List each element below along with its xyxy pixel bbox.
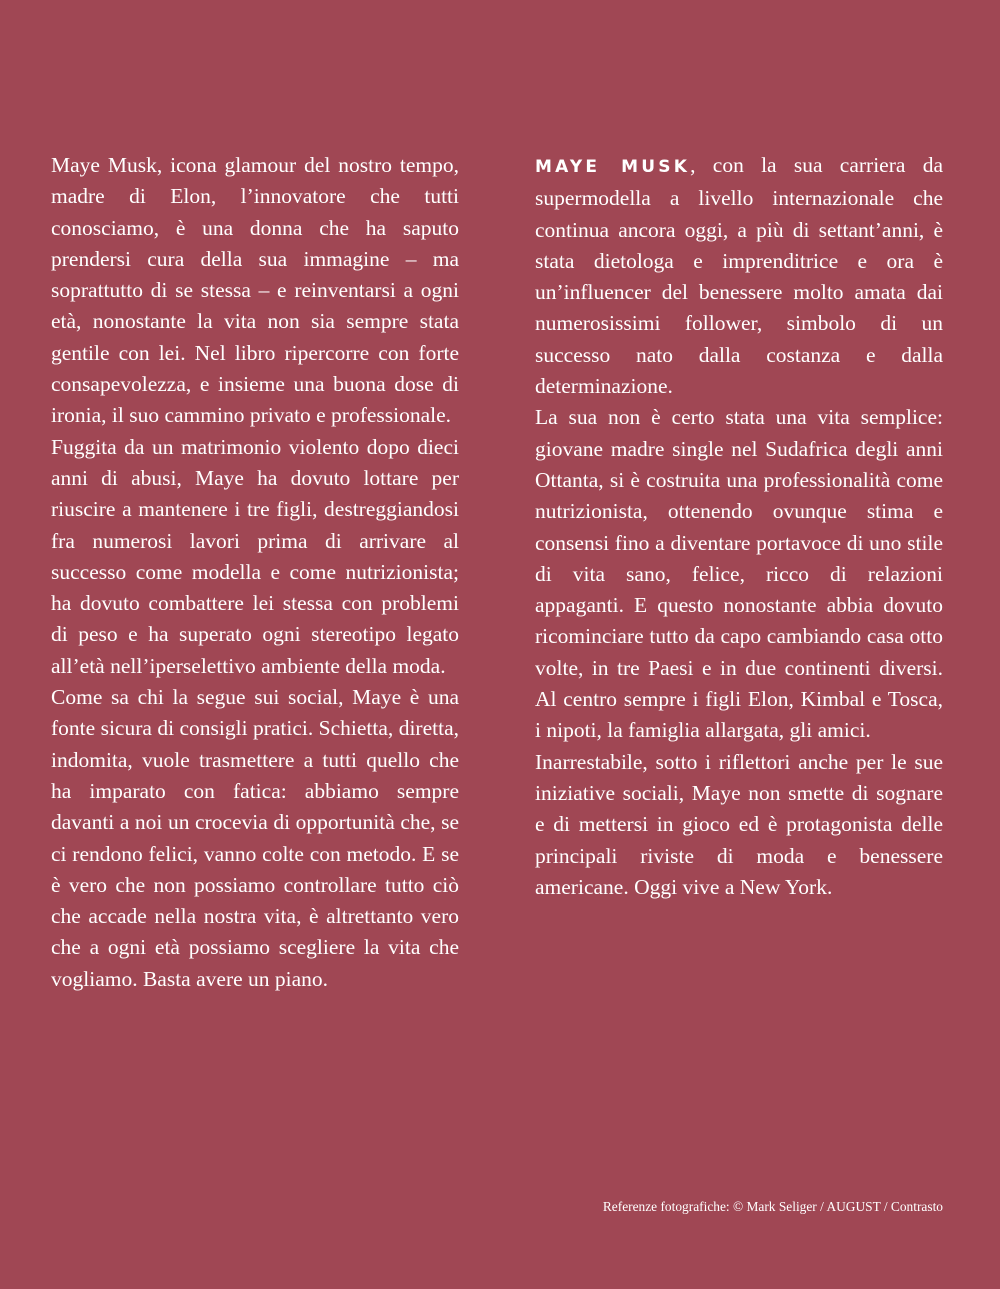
paragraph-author-bio bbox=[535, 150, 943, 402]
paragraph-social: Come sa chi la segue sui social, Maye è una fonte sicura di consigli pratici. Schietta, diretta, indomita, vuole trasmettere a tutti quello che ha imparato con fatica: abbiamo sempre davanti a noi un crocevia di opportunità che, se ci rendono felici, vanno colte con metodo. E se è vero che non possiamo controllare tutto ciò che accade nella nostra vita, è altrettanto vero che a ogni età possiamo scegliere la vita che vogliamo. Basta avere un piano. bbox=[51, 685, 459, 991]
right-text-column bbox=[535, 150, 943, 903]
photo-credits: Referenze fotografiche: © Mark Seliger / AUGUST / Contrasto bbox=[602, 1199, 943, 1214]
author-bio-text: , con la sua carriera da supermodella a livello internazionale che continua ancora oggi, a più di settant’anni, è stata dietologa e imprenditrice e ora è un’influencer del benessere molto amata dai numerosissimi follower, simbolo di un successo nato dalla costanza e dalla determinazione. bbox=[535, 153, 943, 399]
paragraph-intro: Maye Musk, icona glamour del nostro tempo, madre di Elon, l’innovatore che tutti conosciamo, è una donna che ha saputo prendersi cura della sua immagine – ma soprattutto di se stessa – e reinventarsi a ogni età, nonostante la vita non sia sempre stata gentile con lei. Nel libro ripercorre con forte consapevolezza, e insieme una buona dose di ironia, il suo cammino privato e professionale. bbox=[51, 153, 459, 428]
left-text-column bbox=[51, 150, 459, 995]
paragraph-escape: Fuggita da un matrimonio violento dopo dieci anni di abusi, Maye ha dovuto lottare per riuscire a mantenere i tre figli, destreggiandosi fra numerosi lavori prima di arrivare al successo come modella e come nutrizionista; ha dovuto combattere lei stessa con problemi di peso e ha superato ogni stereotipo legato all’età nell’iperselettivo ambiente della moda. bbox=[51, 434, 459, 678]
paragraph-life: La sua non è certo stata una vita semplice: giovane madre single nel Sudafrica degli anni Ottanta, si è costruita una professionalità come nutrizionista, ottenendo ovunque stima e consensi fino a diventare portavoce di uno stile di vita sano, felice, ricco di relazioni appaganti. E questo nonostante abbia dovuto ricominciare tutto da capo cambiando casa otto volte, in tre Paesi e in due continenti diversi. Al centro sempre i figli Elon, Kimbal e Tosca, i nipoti, la famiglia allargata, gli amici. bbox=[535, 405, 943, 743]
paragraph-unstoppable: Inarrestabile, sotto i riflettori anche per le sue iniziative sociali, Maye non smette di sognare e di mettersi in gioco ed è protagonista delle principali riviste di moda e benessere americane. Oggi vive a New York. bbox=[535, 749, 943, 899]
author-name: MAYE MUSK bbox=[535, 157, 691, 177]
